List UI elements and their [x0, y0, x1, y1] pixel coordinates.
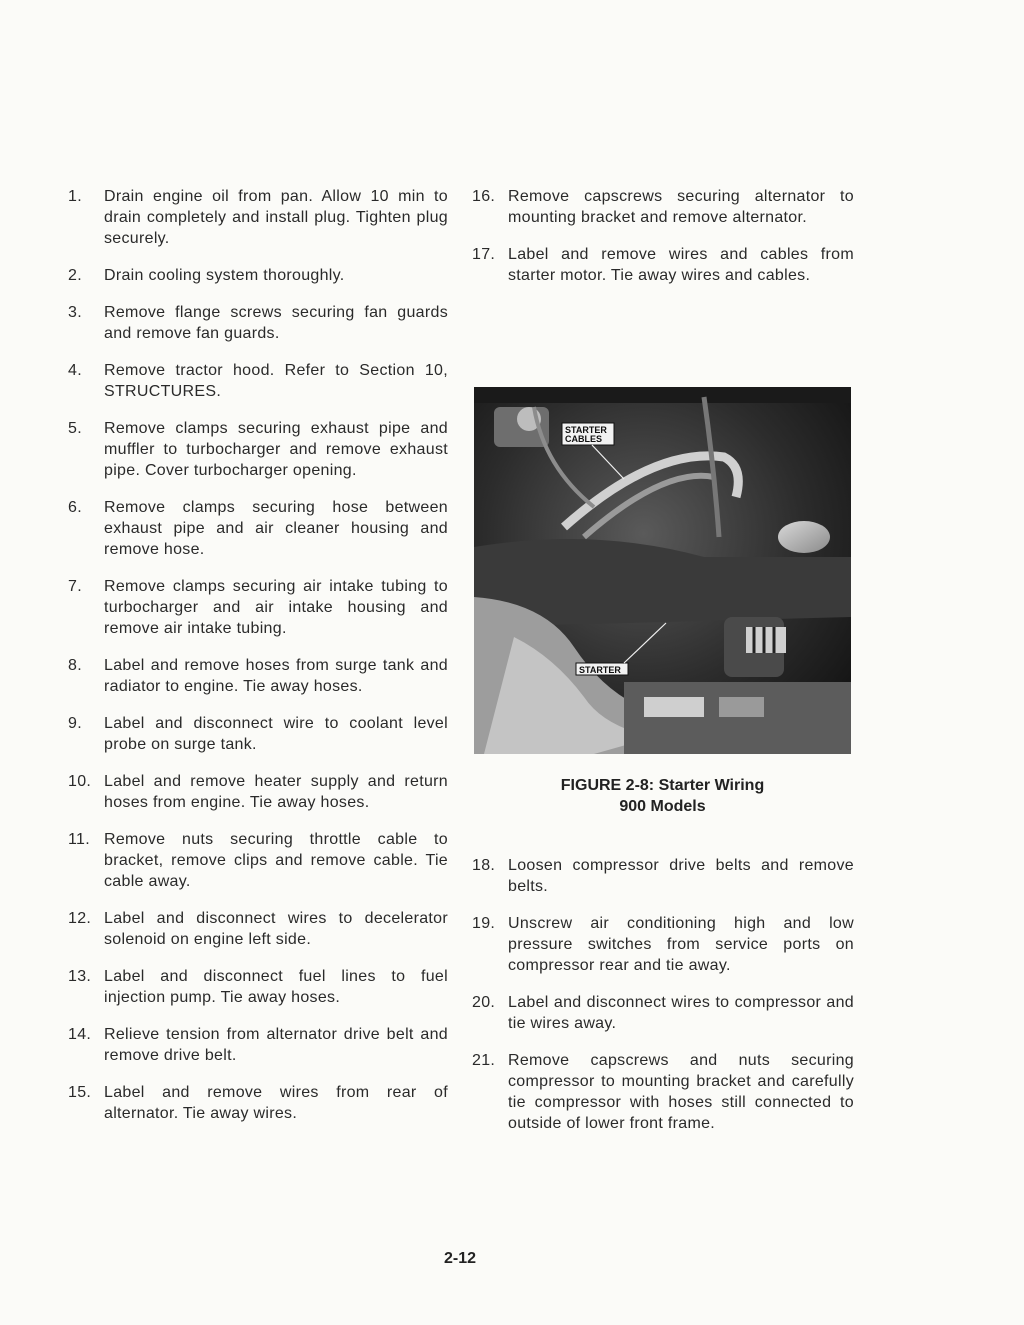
- step-18: 18. Loosen compressor drive belts and remove belts.: [472, 857, 854, 895]
- step-1: 1. Drain engine oil from pan. Allow 10 min to drain completely and install plug. Tighten plug securely.: [68, 188, 448, 247]
- step-7: 7. Remove clamps securing air intake tubing to turbocharger and air intake housing and remove air intake tubing.: [68, 578, 448, 637]
- right-column-bottom: [472, 855, 854, 1150]
- step-6: 6. Remove clamps securing hose between exhaust pipe and air cleaner housing and remove hose.: [68, 499, 448, 558]
- step-19: 19. Unscrew air conditioning high and low pressure switches from service ports on compressor rear and tie away.: [472, 915, 854, 974]
- figure-caption: FIGURE 2-8: Starter Wiring 900 Models: [560, 777, 765, 815]
- step-11: 11. Remove nuts securing throttle cable to bracket, remove clips and remove cable. Tie cable away.: [68, 831, 448, 890]
- step-5: 5. Remove clamps securing exhaust pipe and muffler to turbocharger and remove exhaust pipe. Cover turbocharger opening.: [68, 420, 448, 479]
- page-number: 2-12: [443, 1250, 477, 1267]
- step-16: 16. Remove capscrews securing alternator to mounting bracket and remove alternator.: [472, 188, 854, 226]
- step-12: 12. Label and disconnect wires to decelerator solenoid on engine left side.: [68, 910, 448, 948]
- step-4: 4. Remove tractor hood. Refer to Section 10, STRUCTURES.: [68, 362, 448, 400]
- step-8: 8. Label and remove hoses from surge tank and radiator to engine. Tie away hoses.: [68, 657, 448, 695]
- figure-photo: [474, 387, 851, 754]
- step-14: 14. Relieve tension from alternator drive belt and remove drive belt.: [68, 1026, 448, 1064]
- step-21: 21. Remove capscrews and nuts securing compressor to mounting bracket and carefully tie compressor with hoses still connected to outside of lower front frame.: [472, 1052, 854, 1132]
- right-column-top: [472, 186, 854, 302]
- step-9: 9. Label and disconnect wire to coolant level probe on surge tank.: [68, 715, 448, 753]
- label-starter-cables-line1: STARTER: [565, 425, 607, 435]
- step-15: 15. Label and remove wires from rear of alternator. Tie away wires.: [68, 1084, 448, 1122]
- step-17: 17. Label and remove wires and cables from starter motor. Tie away wires and cables.: [472, 246, 854, 284]
- step-3: 3. Remove flange screws securing fan guards and remove fan guards.: [68, 304, 448, 342]
- label-starter: STARTER: [579, 665, 621, 675]
- step-13: 13. Label and disconnect fuel lines to fuel injection pump. Tie away hoses.: [68, 968, 448, 1006]
- step-10: 10. Label and remove heater supply and return hoses from engine. Tie away hoses.: [68, 773, 448, 811]
- step-2: 2. Drain cooling system thoroughly.: [68, 267, 345, 284]
- label-starter-cables-line2: CABLES: [565, 434, 603, 444]
- step-20: 20. Label and disconnect wires to compressor and tie wires away.: [472, 994, 854, 1032]
- left-column: [68, 186, 448, 1140]
